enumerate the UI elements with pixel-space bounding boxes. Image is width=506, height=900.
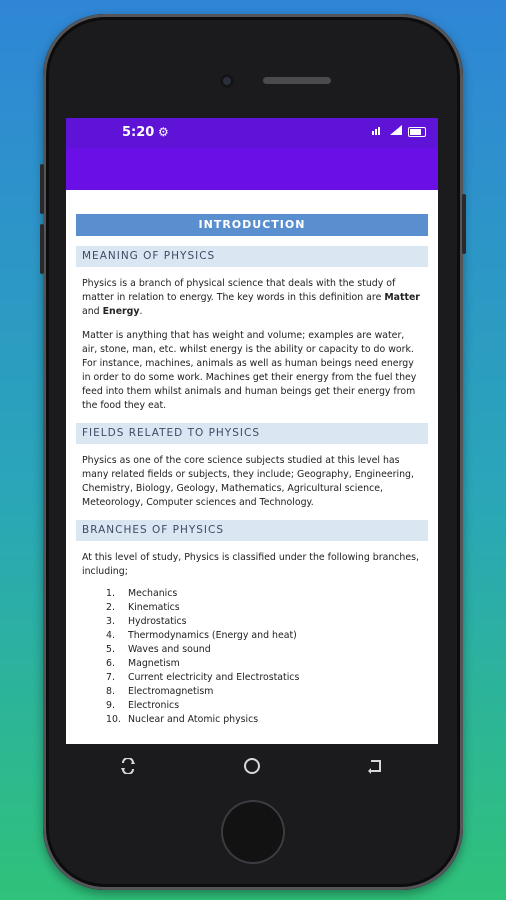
meaning-paragraph-1 <box>82 277 422 319</box>
recents-icon[interactable] <box>116 754 140 778</box>
intro-header: INTRODUCTION <box>76 214 428 236</box>
home-icon[interactable] <box>240 754 264 778</box>
phone-screen <box>66 118 438 744</box>
list-item <box>106 587 428 601</box>
section-header-branches: BRANCHES OF PHYSICS <box>76 520 428 541</box>
app-bar <box>66 148 438 190</box>
list-item-number: 3. <box>106 616 115 627</box>
list-item <box>106 657 428 671</box>
system-nav-bar <box>66 744 438 788</box>
list-item-number: 6. <box>106 658 115 669</box>
list-item-text: Current electricity and Electrostatics <box>128 672 300 683</box>
list-item-text: Magnetism <box>128 658 180 669</box>
period-text: . <box>139 306 143 317</box>
list-item-text: Hydrostatics <box>128 616 187 627</box>
list-item <box>106 643 428 657</box>
meaning-text: Physics is a branch of physical science that deals with the study of matter in relation to energy. The key words in this definition are <box>82 278 396 303</box>
volume-up-button <box>40 164 44 214</box>
meaning-paragraph-2: Matter is anything that has weight and volume; examples are water, air, stone, man, etc. whilst energy is the ability or capacity to do work. For instance, machines, animals as well as human beings need energy in order to do some work. Machines get their energy from the fuel they feed into them whilst animals and human beings get their energy from the food they eat. <box>82 330 417 411</box>
list-item <box>106 685 428 699</box>
bold-matter: Matter <box>384 292 420 303</box>
status-icons <box>372 125 426 138</box>
list-item <box>106 601 428 615</box>
article-content <box>66 190 438 727</box>
list-item-number: 8. <box>106 686 115 697</box>
list-item-number: 7. <box>106 672 115 683</box>
branches-paragraph: At this level of study, Physics is classified under the following branches, including; <box>82 552 419 577</box>
list-item <box>106 629 428 643</box>
list-item <box>106 713 428 727</box>
list-item <box>106 699 428 713</box>
bold-energy: Energy <box>102 306 140 317</box>
list-item-text: Waves and sound <box>128 644 211 655</box>
list-item-text: Mechanics <box>128 588 178 599</box>
power-button <box>462 194 466 254</box>
battery-icon <box>408 127 426 137</box>
list-item <box>106 671 428 685</box>
and-text: and <box>82 306 103 317</box>
list-item-text: Nuclear and Atomic physics <box>128 714 259 725</box>
list-item-text: Electronics <box>128 700 180 711</box>
earpiece-speaker <box>263 77 331 84</box>
fields-paragraph: Physics as one of the core science subjects studied at this level has many related fields or subjects, they include; Geography, Engineering, Chemistry, Biology, Geology, Mathematics, Agricultural science, Meteorology, Computer sciences and Technology. <box>82 455 414 508</box>
section-header-fields: FIELDS RELATED TO PHYSICS <box>76 423 428 444</box>
list-item-text: Thermodynamics (Energy and heat) <box>128 630 297 641</box>
settings-icon: ⚙ <box>158 125 169 139</box>
list-item-number: 2. <box>106 602 115 613</box>
front-camera <box>220 74 234 88</box>
back-icon[interactable] <box>364 754 388 778</box>
signal-icon <box>390 125 402 138</box>
section-header-meaning: MEANING OF PHYSICS <box>76 246 428 267</box>
wifi-icon <box>372 125 384 138</box>
list-item-number: 10. <box>106 714 121 725</box>
list-item-number: 9. <box>106 700 115 711</box>
branches-list <box>106 587 428 727</box>
physical-home-button[interactable] <box>221 800 285 864</box>
list-item <box>106 615 428 629</box>
status-bar <box>66 118 438 148</box>
list-item-number: 4. <box>106 630 115 641</box>
list-item-number: 5. <box>106 644 115 655</box>
list-item-number: 1. <box>106 588 115 599</box>
volume-down-button <box>40 224 44 274</box>
status-time: 5:20 <box>122 125 155 140</box>
list-item-text: Kinematics <box>128 602 180 613</box>
list-item-text: Electromagnetism <box>128 686 214 697</box>
